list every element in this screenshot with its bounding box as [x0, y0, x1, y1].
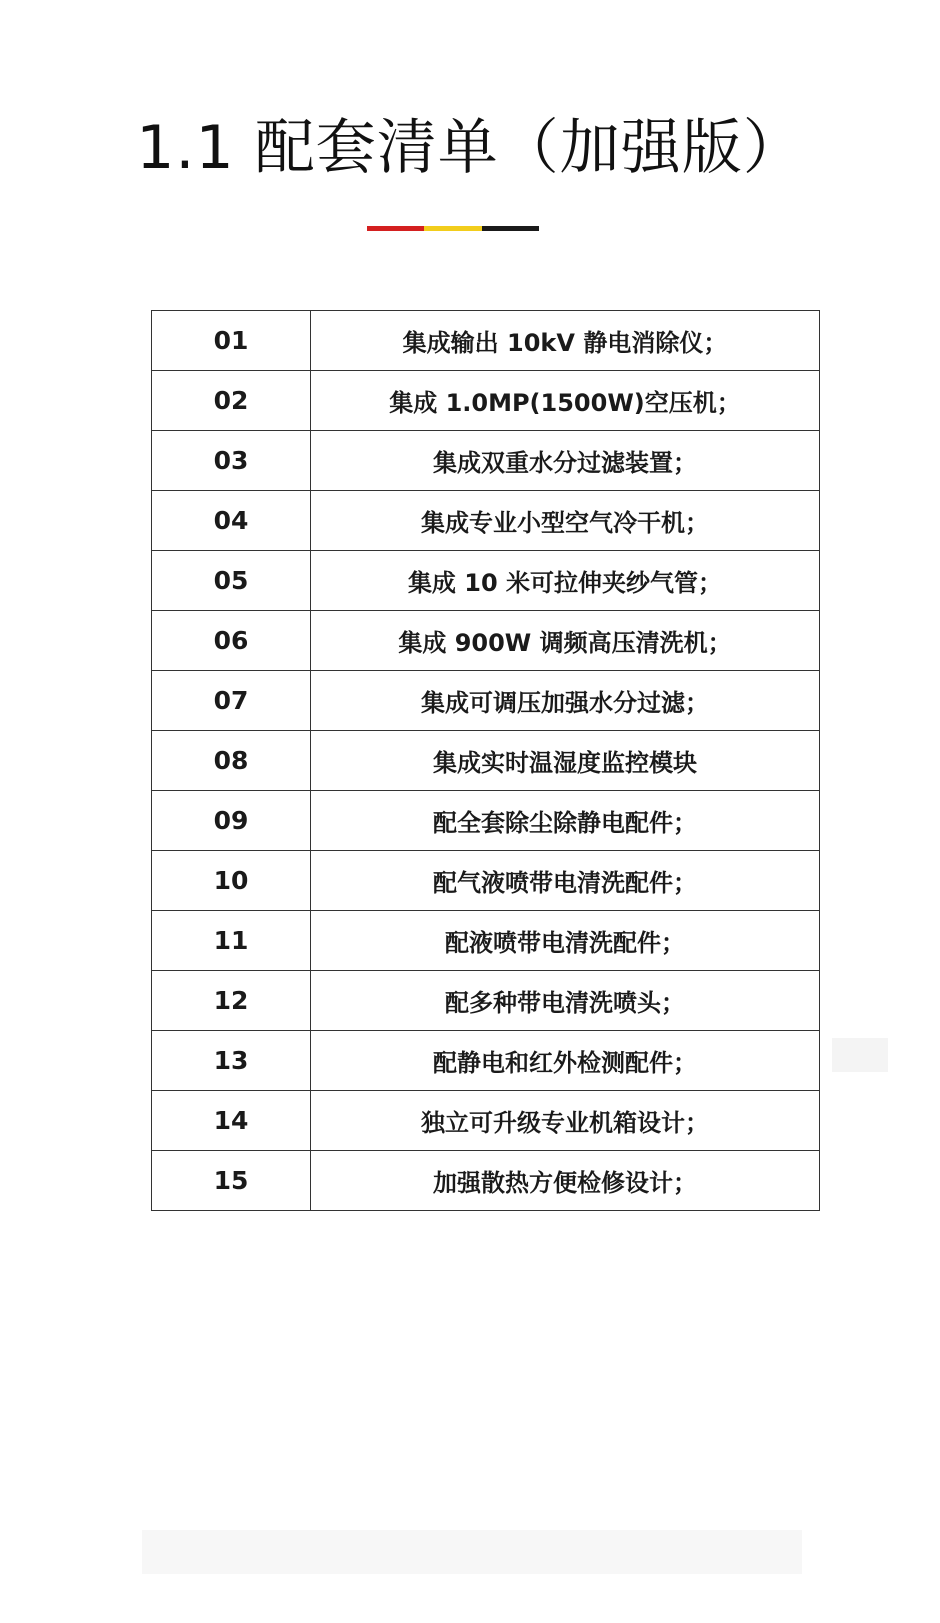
row-number: 15 — [152, 1151, 311, 1211]
table-row — [152, 611, 820, 671]
row-number: 08 — [152, 731, 311, 791]
row-item: 配液喷带电清洗配件； — [311, 911, 820, 971]
row-number: 13 — [152, 1031, 311, 1091]
row-number: 01 — [152, 311, 311, 371]
row-number: 12 — [152, 971, 311, 1031]
table-row — [152, 371, 820, 431]
table-row — [152, 1031, 820, 1091]
row-number: 14 — [152, 1091, 311, 1151]
divider-segment-yellow — [424, 226, 481, 231]
table-row — [152, 791, 820, 851]
page-title: 1.1 配套清单（加强版） — [136, 113, 804, 183]
row-number: 06 — [152, 611, 311, 671]
row-item: 集成 1.0MP(1500W)空压机； — [311, 371, 820, 431]
row-item: 配气液喷带电清洗配件； — [311, 851, 820, 911]
row-item: 配多种带电清洗喷头； — [311, 971, 820, 1031]
divider-segment-red — [367, 226, 424, 231]
table-row — [152, 431, 820, 491]
table-row — [152, 911, 820, 971]
table-row — [152, 1151, 820, 1211]
table-row — [152, 671, 820, 731]
row-item: 集成 10 米可拉伸夹纱气管； — [311, 551, 820, 611]
row-item: 集成双重水分过滤装置； — [311, 431, 820, 491]
table-row — [152, 311, 820, 371]
faint-footer-smudge — [142, 1530, 802, 1574]
table-row — [152, 731, 820, 791]
row-number: 04 — [152, 491, 311, 551]
row-item: 集成输出 10kV 静电消除仪； — [311, 311, 820, 371]
row-number: 11 — [152, 911, 311, 971]
row-item: 集成实时温湿度监控模块 — [311, 731, 820, 791]
title-divider — [367, 226, 539, 231]
faint-smudge — [832, 1038, 888, 1072]
table-row — [152, 491, 820, 551]
row-item: 独立可升级专业机箱设计； — [311, 1091, 820, 1151]
row-item: 加强散热方便检修设计； — [311, 1151, 820, 1211]
row-number: 05 — [152, 551, 311, 611]
row-number: 07 — [152, 671, 311, 731]
row-item: 集成可调压加强水分过滤； — [311, 671, 820, 731]
row-number: 09 — [152, 791, 311, 851]
table-row — [152, 971, 820, 1031]
divider-segment-black — [482, 226, 539, 231]
row-number: 03 — [152, 431, 311, 491]
table-row — [152, 851, 820, 911]
row-item: 配全套除尘除静电配件； — [311, 791, 820, 851]
checklist-table — [151, 310, 820, 1211]
row-number: 02 — [152, 371, 311, 431]
row-item: 配静电和红外检测配件； — [311, 1031, 820, 1091]
row-number: 10 — [152, 851, 311, 911]
table-row — [152, 1091, 820, 1151]
row-item: 集成 900W 调频高压清洗机； — [311, 611, 820, 671]
table-row — [152, 551, 820, 611]
row-item: 集成专业小型空气冷干机； — [311, 491, 820, 551]
checklist-body — [152, 311, 820, 1211]
